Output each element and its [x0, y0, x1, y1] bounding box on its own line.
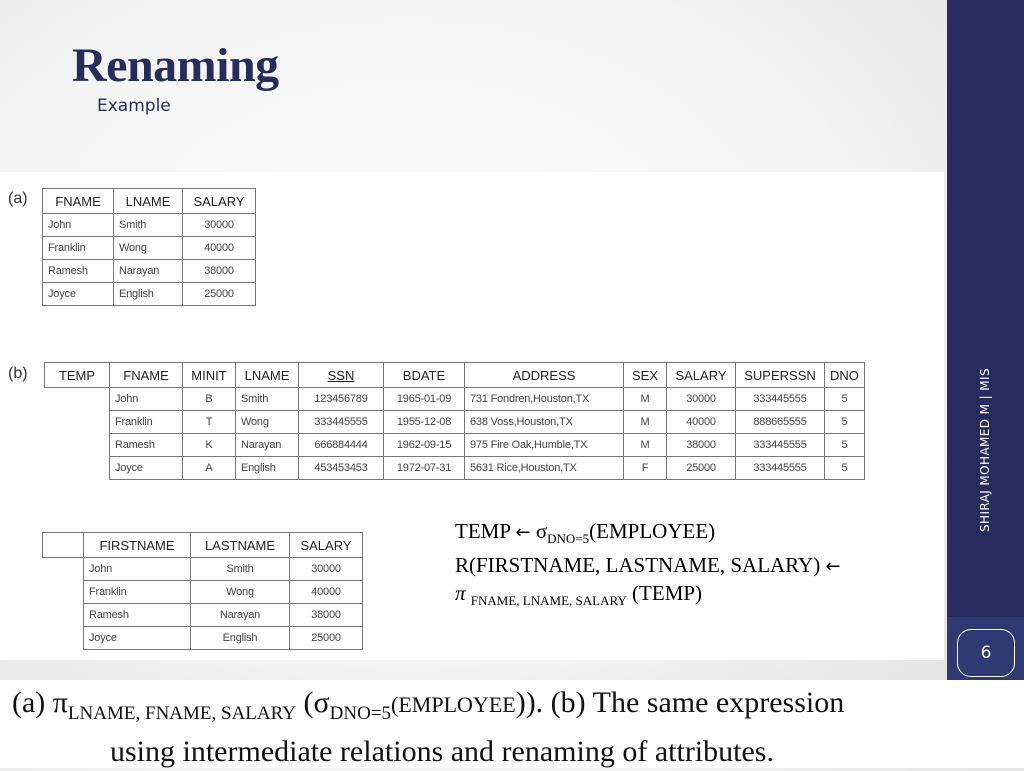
caption-a-sigma: (σ — [303, 686, 330, 719]
table-cell: 25000 — [290, 627, 363, 650]
table-cell: 25000 — [667, 457, 736, 480]
table-b-header: MINIT — [183, 363, 236, 388]
pi-symbol: π — [455, 581, 466, 606]
slide-subtitle: Example — [97, 96, 171, 116]
empty-cell — [43, 627, 84, 650]
table-cell: Smith — [191, 558, 290, 581]
table-cell: 1972-07-31 — [384, 457, 465, 480]
table-cell: Smith — [114, 214, 183, 237]
table-b — [44, 362, 865, 480]
table-b-header: BDATE — [384, 363, 465, 388]
table-row — [43, 283, 256, 306]
table-cell: 333445555 — [736, 457, 825, 480]
table-cell: Wong — [236, 411, 299, 434]
table-cell: John — [43, 214, 114, 237]
table-row — [45, 434, 865, 457]
table-cell: 666884444 — [299, 434, 384, 457]
relation-label-temp: TEMP — [45, 363, 110, 388]
table-cell: English — [114, 283, 183, 306]
table-cell: 38000 — [667, 434, 736, 457]
expression-line-2 — [455, 552, 841, 580]
table-b-header: LNAME — [236, 363, 299, 388]
table-cell: 5 — [825, 411, 865, 434]
table-cell: Ramesh — [84, 604, 191, 627]
table-row — [43, 581, 363, 604]
table-b-header: SALARY — [667, 363, 736, 388]
expression-line-3 — [455, 580, 841, 614]
table-row — [43, 237, 256, 260]
page-number: 6 — [957, 629, 1015, 677]
table-cell: 38000 — [290, 604, 363, 627]
table-cell: 30000 — [667, 388, 736, 411]
table-cell: 333445555 — [736, 434, 825, 457]
expr-employee: (EMPLOYEE) — [589, 519, 716, 543]
table-cell: 5 — [825, 434, 865, 457]
table-row — [43, 558, 363, 581]
table-cell: B — [183, 388, 236, 411]
expr-rename: R(FIRSTNAME, LASTNAME, SALARY) — [455, 553, 821, 578]
table-cell: Narayan — [191, 604, 290, 627]
table-cell: K — [183, 434, 236, 457]
empty-cell — [45, 434, 110, 457]
left-arrow-icon: ← — [515, 522, 531, 543]
table-a — [42, 188, 256, 306]
table-cell: Smith — [236, 388, 299, 411]
relation-label-empty — [43, 533, 84, 558]
table-b-header: SUPERSSN — [736, 363, 825, 388]
table-cell: M — [624, 388, 667, 411]
figure-label-b: (b) — [8, 365, 28, 382]
expr-temp-arg: (TEMP) — [632, 581, 703, 606]
table-r — [42, 532, 363, 650]
table-cell: A — [183, 457, 236, 480]
table-cell: 40000 — [667, 411, 736, 434]
empty-cell — [45, 457, 110, 480]
table-cell: 1962-09-15 — [384, 434, 465, 457]
table-a-header: FNAME — [43, 189, 114, 214]
table-cell: 975 Fire Oak,Humble,TX — [465, 434, 624, 457]
left-arrow-icon: ← — [825, 556, 841, 578]
table-cell: 30000 — [290, 558, 363, 581]
table-cell: 5 — [825, 388, 865, 411]
table-cell: Wong — [191, 581, 290, 604]
expr-temp: TEMP — [455, 519, 511, 543]
table-cell: Narayan — [114, 260, 183, 283]
expr-projection-attrs: FNAME, LNAME, SALARY — [470, 593, 627, 609]
table-cell: Ramesh — [43, 260, 114, 283]
empty-cell — [43, 604, 84, 627]
table-cell: 888665555 — [736, 411, 825, 434]
table-b-header: DNO — [825, 363, 865, 388]
table-row — [43, 604, 363, 627]
table-row — [43, 627, 363, 650]
figure-caption — [12, 684, 1022, 771]
figure-label-a: (a) — [8, 190, 28, 207]
caption-line-2: using intermediate relations and renaming of attributes. — [110, 735, 774, 768]
table-b-header: SEX — [624, 363, 667, 388]
table-cell: Joyce — [84, 627, 191, 650]
table-cell: M — [624, 434, 667, 457]
table-cell: Franklin — [43, 237, 114, 260]
expr-condition: DNO=5 — [547, 531, 590, 547]
sidebar — [947, 0, 1024, 680]
table-cell: 638 Voss,Houston,TX — [465, 411, 624, 434]
table-cell: Joyce — [110, 457, 183, 480]
empty-cell — [45, 411, 110, 434]
table-cell: F — [624, 457, 667, 480]
table-cell: 333445555 — [736, 388, 825, 411]
table-cell: 40000 — [290, 581, 363, 604]
table-cell: John — [84, 558, 191, 581]
table-cell: John — [110, 388, 183, 411]
table-cell: Narayan — [236, 434, 299, 457]
table-cell: 453453453 — [299, 457, 384, 480]
table-cell: 40000 — [183, 237, 256, 260]
table-r-header: SALARY — [290, 533, 363, 558]
author-label: SHIRAJ MOHAMED M | MIS — [978, 368, 992, 532]
table-cell: Franklin — [84, 581, 191, 604]
table-cell: T — [183, 411, 236, 434]
table-cell: M — [624, 411, 667, 434]
table-row — [45, 411, 865, 434]
expression-line-1 — [455, 518, 841, 552]
table-b-header: FNAME — [110, 363, 183, 388]
caption-a-pi: (a) π — [12, 686, 68, 719]
slide-title: Renaming — [72, 39, 279, 92]
table-cell: English — [191, 627, 290, 650]
table-cell: English — [236, 457, 299, 480]
table-cell: Joyce — [43, 283, 114, 306]
caption-a-cond: DNO=5 — [329, 703, 392, 724]
caption-a-attrs: LNAME, FNAME, SALARY — [67, 703, 296, 724]
sigma-symbol: σ — [535, 519, 548, 543]
table-a-header: SALARY — [183, 189, 256, 214]
empty-cell — [45, 388, 110, 411]
renaming-expression — [455, 518, 841, 614]
table-cell: 5 — [825, 457, 865, 480]
table-cell: 30000 — [183, 214, 256, 237]
caption-a-rel: (EMPLOYEE — [391, 692, 516, 717]
table-r-header: LASTNAME — [191, 533, 290, 558]
table-cell: Franklin — [110, 411, 183, 434]
table-row — [43, 260, 256, 283]
table-b-header: ADDRESS — [465, 363, 624, 388]
table-b-header: SSN — [299, 363, 384, 388]
table-cell: 38000 — [183, 260, 256, 283]
table-cell: Wong — [114, 237, 183, 260]
table-row — [45, 388, 865, 411]
table-cell: 1965-01-09 — [384, 388, 465, 411]
table-cell: 123456789 — [299, 388, 384, 411]
table-row — [43, 214, 256, 237]
table-a-header: LNAME — [114, 189, 183, 214]
table-r-header: FIRSTNAME — [84, 533, 191, 558]
empty-cell — [43, 581, 84, 604]
table-cell: 1955-12-08 — [384, 411, 465, 434]
table-cell: 333445555 — [299, 411, 384, 434]
caption-a-close: )). (b) The same expression — [515, 686, 845, 719]
empty-cell — [43, 558, 84, 581]
table-row — [45, 457, 865, 480]
table-cell: 731 Fondren,Houston,TX — [465, 388, 624, 411]
table-cell: 5631 Rice,Houston,TX — [465, 457, 624, 480]
table-cell: Ramesh — [110, 434, 183, 457]
table-cell: 25000 — [183, 283, 256, 306]
